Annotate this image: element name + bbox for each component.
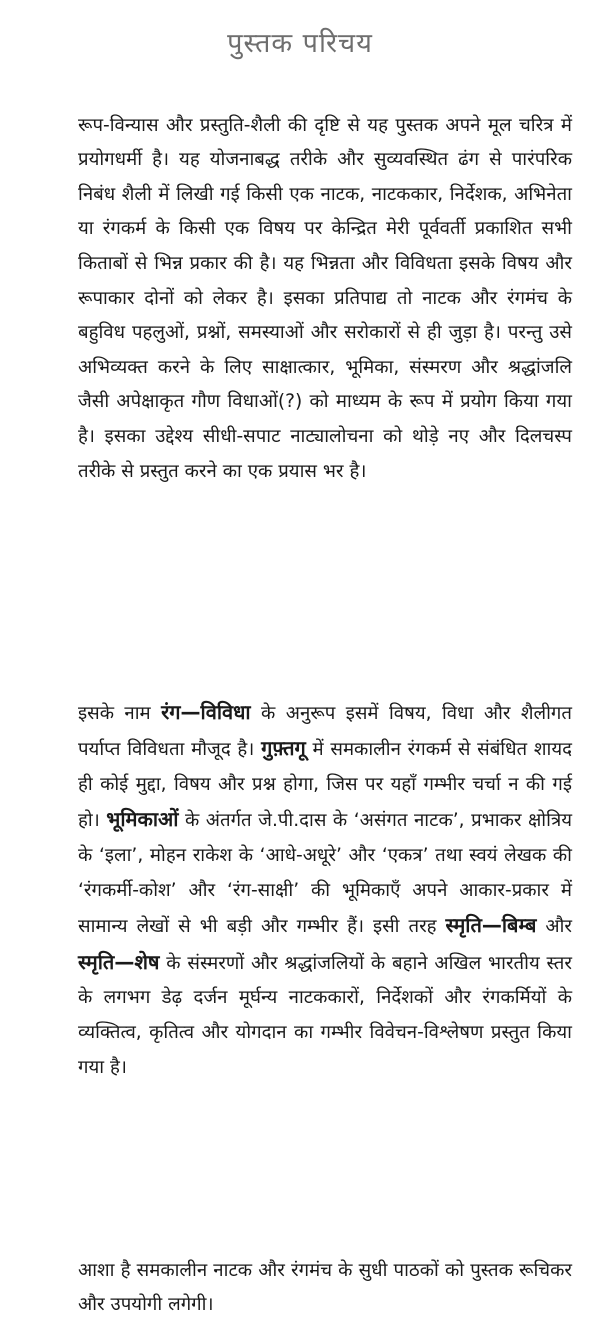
bold-term-bhumikaon: भूमिकाओं — [106, 807, 179, 832]
page-title: पुस्तक परिचय — [227, 28, 373, 59]
paragraph-2 — [78, 695, 572, 1086]
bold-term-rang-vividha: रंग—विविधा — [161, 699, 251, 724]
bold-term-smriti-bimb: स्मृति—बिम्ब — [445, 913, 537, 938]
paragraph-2-text: में समकालीन रंगकर्म से संबंधित शायद ही कोई मुद्दा, विषय और प्रश्न होगा, जिस पर यहाँ गम्भीर चर्चा न की गई हो। — [78, 739, 573, 832]
paragraph-3: आशा है समकालीन नाटक और रंगमंच के सुधी पाठकों को पुस्तक रूचिकर और उपयोगी लगेगी। — [78, 1259, 572, 1316]
paragraph-2-text: के अनुरूप इसमें विषय, विधा और शैलीगत पर्याप्त विविधता मौजूद है। — [78, 702, 572, 761]
paragraph-2-text: और — [536, 916, 572, 938]
paragraph-2-text: के संस्मरणों और श्रद्धांजलियों के बहाने अखिल भारतीय स्तर के लगभग डेढ़ दर्जन मूर्घन्य नाटककारों, निर्देशकों और रंगकर्मियों के व्यक्तित्व, कृतित्व और योगदान का गम्भीर विवेचन-विश्लेषण प्रस्तुत किया गया है। — [78, 952, 572, 1078]
bold-term-guftagu: गुफ़्तगू — [261, 736, 306, 761]
bold-term-smriti-shesh: स्मृति—शेष — [78, 949, 160, 974]
paragraph-2-text: इसके नाम — [78, 702, 162, 724]
paragraph-2-text: के अंतर्गत जे.पी.दास के ‘असंगत नाटक’, प्रभाकर क्षोत्रिय के ‘इला’, मोहन राकेश के ‘आधे-अधूरे’ और ‘एकत्र’ तथा स्वयं लेखक की ‘रंगकर्मी-कोश’ और ‘रंग-साक्षी’ की भूमिकाएँ अपने आकार-प्रकार में सामान्य लेखों से भी बड़ी और गम्भीर हैं। इसी तरह — [78, 810, 572, 938]
paragraph-1: रूप-विन्यास और प्रस्तुति-शैली की दृष्टि से यह पुस्तक अपने मूल चरित्र में प्रयोगधर्मी है। यह योजनाबद्ध तरीके और सुव्यवस्थित ढंग से पारंपरिक निबंध शैली में लिखी गई किसी एक नाटक, नाटककार, निर्देशक, अभिनेता या रंगकर्म के किसी एक विषय पर केन्द्रित मेरी पूर्ववर्ती प्रकाशित सभी किताबों से भिन्न प्रकार की है। यह भिन्नता और विविधता इसके विषय और रूपाकार दोनों को लेकर है। इसका प्रतिपाद्य तो नाटक और रंगमंच के बहुविध पहलुओं, प्रश्नों, समस्याओं और सरोकारों से ही जुड़ा है। परन्तु उसे अभिव्यक्त करने के लिए साक्षात्कार, भूमिका, संस्मरण और श्रद्धांजलि जैसी अपेक्षाकृत गौण विधाओं(?) को माध्यम के रूप में प्रयोग किया गया है। इसका उद्देश्य सीधी-सपाट नाट्यालोचना को थोड़े नए और दिलचस्प तरीके से प्रस्तुत करने का एक प्रयास भर है। — [78, 114, 572, 482]
